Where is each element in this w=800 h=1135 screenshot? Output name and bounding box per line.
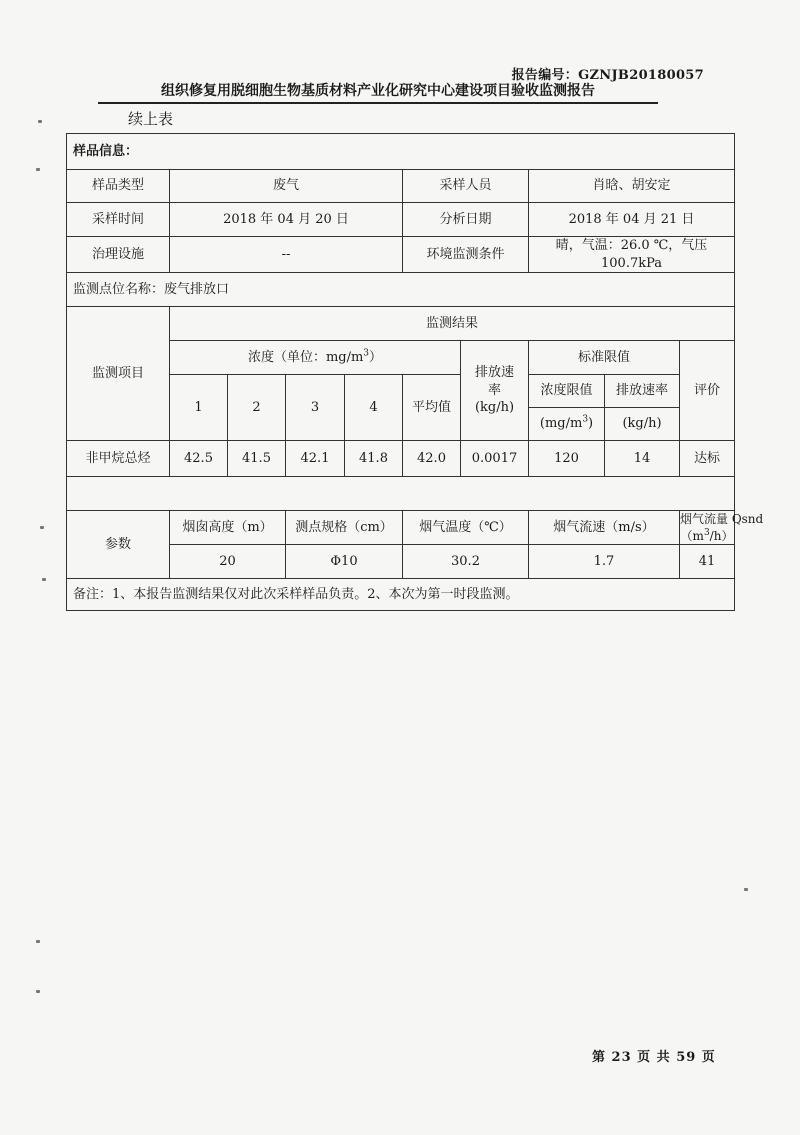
scan-speck — [40, 526, 44, 529]
facility-label: 治理设施 — [67, 237, 170, 273]
evaluation-value: 达标 — [680, 441, 735, 477]
monitoring-point: 监测点位名称：废气排放口 — [67, 273, 735, 307]
item-header: 监测项目 — [67, 307, 170, 441]
params-label: 参数 — [67, 511, 170, 579]
empty-row — [67, 477, 735, 511]
table-row — [67, 477, 735, 511]
standard-limit-header: 标准限值 — [529, 341, 680, 375]
concentration-header: 浓度（单位：$mg/m^3$） — [170, 341, 461, 375]
value-2: 41.5 — [228, 441, 286, 477]
table-row — [67, 307, 735, 341]
col-header-3: 3 — [286, 375, 345, 441]
env-condition-value: 晴，气温：26.0 ℃，气压 100.7kPa — [529, 237, 735, 273]
gas-flow-header: 烟气流量 Qsnd $(m^3/h)$ — [680, 512, 764, 543]
analysis-date-value: 2018 年 04 月 21 日 — [529, 203, 735, 237]
limit-conc-label: 浓度限值 — [529, 375, 605, 408]
value-3: 42.1 — [286, 441, 345, 477]
monitoring-table — [66, 133, 764, 611]
facility-value: -- — [170, 237, 403, 273]
limit-conc-value: 120 — [529, 441, 605, 477]
scan-speck — [744, 888, 748, 891]
scan-speck — [36, 990, 40, 993]
sampling-time-value: 2018 年 04 月 20 日 — [170, 203, 403, 237]
report-title: 组织修复用脱细胞生物基质材料产业化研究中心建设项目验收监测报告 — [98, 80, 658, 104]
value-average: 42.0 — [403, 441, 461, 477]
limit-rate-unit: (kg/h) — [605, 408, 680, 441]
results-header: 监测结果 — [170, 307, 735, 341]
scan-speck — [36, 168, 40, 171]
continued-label: 续上表 — [128, 110, 174, 128]
emission-rate-header: 排放速 率 (kg/h) — [461, 341, 529, 441]
col-header-2: 2 — [228, 375, 286, 441]
table-row — [67, 237, 735, 273]
gas-temp-header: 烟气温度（℃） — [403, 511, 529, 545]
page-number: 第 23 页 共 59 页 — [592, 1050, 716, 1065]
evaluation-header: 评价 — [680, 341, 735, 441]
table-row — [67, 511, 735, 545]
table-row — [67, 441, 735, 477]
gas-velocity-header: 烟气流速（m/s） — [529, 511, 680, 545]
sample-type-value: 废气 — [170, 170, 403, 203]
table-row — [67, 203, 735, 237]
sample-info-heading: 样品信息： — [67, 134, 735, 170]
col-header-4: 4 — [345, 375, 403, 441]
point-spec-value: Φ10 — [286, 545, 403, 579]
item-name: 非甲烷总烃 — [67, 441, 170, 477]
report-number: 报告编号：GZNJB20180057 — [511, 68, 704, 83]
col-header-1: 1 — [170, 375, 228, 441]
env-condition-label: 环境监测条件 — [403, 237, 529, 273]
limit-rate-value: 14 — [605, 441, 680, 477]
sampler-label: 采样人员 — [403, 170, 529, 203]
sampler-value: 肖晗、胡安定 — [529, 170, 735, 203]
scan-speck — [42, 578, 46, 581]
remarks: 备注：1、本报告监测结果仅对此次采样样品负责。2、本次为第一时段监测。 — [67, 579, 735, 611]
gas-temp-value: 30.2 — [403, 545, 529, 579]
table-row — [67, 579, 735, 611]
value-4: 41.8 — [345, 441, 403, 477]
limit-rate-label: 排放速率 — [605, 375, 680, 408]
limit-conc-unit: $(mg/m^3)$ — [529, 408, 605, 441]
scan-speck — [36, 940, 40, 943]
gas-velocity-value: 1.7 — [529, 545, 680, 579]
emission-rate-value: 0.0017 — [461, 441, 529, 477]
sample-type-label: 样品类型 — [67, 170, 170, 203]
scan-speck — [38, 120, 42, 123]
stack-height-value: 20 — [170, 545, 286, 579]
table-row — [67, 273, 735, 307]
point-spec-header: 测点规格（cm） — [286, 511, 403, 545]
stack-height-header: 烟囱高度（m） — [170, 511, 286, 545]
table-row — [67, 170, 735, 203]
analysis-date-label: 分析日期 — [403, 203, 529, 237]
value-1: 42.5 — [170, 441, 228, 477]
table-row — [67, 134, 735, 170]
col-header-average: 平均值 — [403, 375, 461, 441]
sampling-time-label: 采样时间 — [67, 203, 170, 237]
gas-flow-value: 41 — [680, 545, 735, 579]
